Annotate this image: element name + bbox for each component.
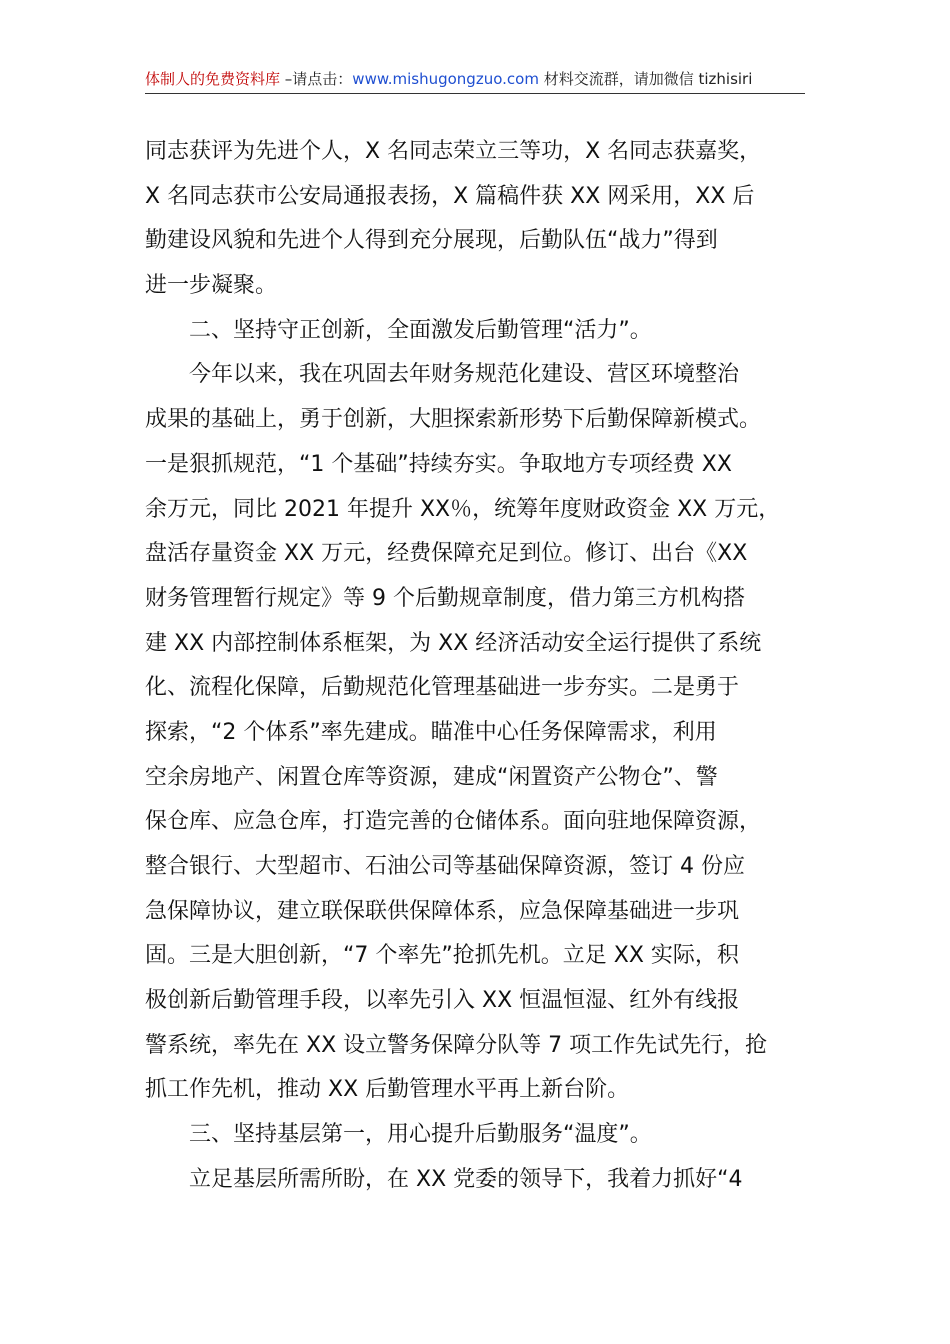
header-brand: 体制人的免费资料库 [145, 70, 281, 88]
text-line: 极创新后勤管理手段，以率先引入 XX 恒温恒湿、红外有线报 [145, 988, 740, 1014]
text-line: 探索，“2 个体系”率先建成。瞄准中心任务保障需求，利用 [145, 719, 717, 745]
text-line: 建 XX 内部控制体系框架，为 XX 经济活动安全运行提供了系统 [145, 630, 762, 656]
text-line: 化、流程化保障，后勤规范化管理基础进一步夯实。二是勇于 [145, 675, 740, 701]
text-line: 保仓库、应急仓库，打造完善的仓储体系。面向驻地保障资源， [145, 809, 762, 835]
text-line: 抓工作先机，推动 XX 后勤管理水平再上新台阶。 [145, 1077, 630, 1103]
text-line: 急保障协议，建立联保联供保障体系，应急保障基础进一步巩 [145, 898, 740, 924]
text-line: 进一步凝聚。 [145, 273, 278, 299]
text-line: 空余房地产、闲置仓库等资源，建成“闲置资产公物仓”、警 [145, 764, 718, 790]
text-line: 同志获评为先进个人，X 名同志荣立三等功，X 名同志获嘉奖， [145, 139, 762, 164]
header-prefix: –请点击： [280, 70, 353, 88]
text-line: X 名同志获市公安局通报表扬，X 篇稿件获 XX 网采用，XX 后 [145, 183, 755, 209]
text-line: 余万元，同比 2021 年提升 XX％，统筹年度财政资金 XX 万元， [145, 496, 781, 522]
text-line: 整合银行、大型超市、石油公司等基础保障资源，签订 4 份应 [145, 854, 745, 879]
text-line: 三、坚持基层第一，用心提升后勤服务“温度”。 [189, 1122, 652, 1148]
text-line: 今年以来，我在巩固去年财务规范化建设、营区环境整治 [189, 362, 740, 388]
text-line: 勤建设风貌和先进个人得到充分展现，后勤队伍“战力”得到 [145, 228, 718, 254]
text-line: 固。三是大胆创新，“7 个率先”抢抓先机。立足 XX 实际，积 [145, 943, 739, 969]
text-line: 二、坚持守正创新，全面激发后勤管理“活力”。 [189, 317, 652, 343]
text-line: 财务管理暂行规定》等 9 个后勤规章制度，借力第三方机构搭 [145, 585, 745, 611]
page-header [145, 68, 805, 90]
text-line: 立足基层所需所盼，在 XX 党委的领导下，我着力抓好“4 [189, 1166, 743, 1192]
text-line: 盘活存量资金 XX 万元，经费保障充足到位。修订、出台《XX [145, 541, 748, 567]
text-line: 一是狠抓规范，“1 个基础”持续夯实。争取地方专项经费 XX [145, 451, 732, 477]
text-line: 成果的基础上，勇于创新，大胆探索新形势下后勤保障新模式。 [145, 407, 762, 433]
header-divider [145, 93, 805, 94]
text-line: 警系统，率先在 XX 设立警务保障分队等 7 项工作先试先行，抢 [145, 1032, 768, 1058]
document-body [145, 130, 805, 1203]
header-link[interactable]: www.mishugongzuo.com [352, 70, 539, 88]
header-suffix: 材料交流群，请加微信 tizhisiri [538, 70, 753, 88]
